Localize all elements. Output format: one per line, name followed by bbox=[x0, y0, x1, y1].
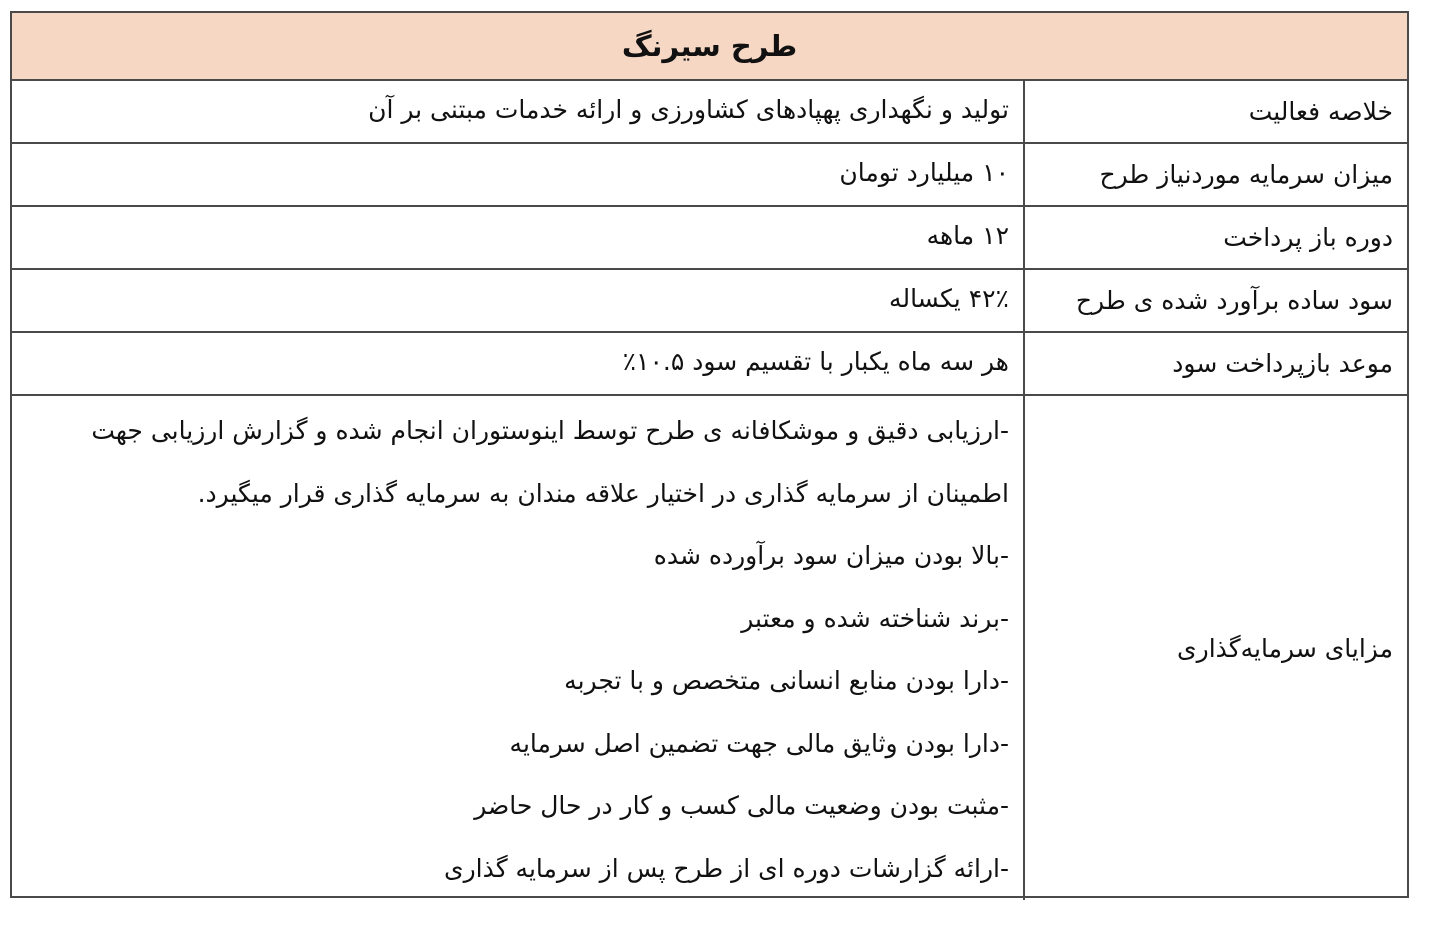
row-value-required-capital: ۱۰ میلیارد تومان bbox=[12, 144, 1023, 207]
row-value-estimated-profit: ۴۲٪ یکساله bbox=[12, 270, 1023, 333]
benefit-line: اطمینان از سرمایه گذاری در اختیار علاقه مندان به سرمایه گذاری قرار میگیرد. bbox=[197, 478, 1009, 508]
table-title: طرح سیرنگ bbox=[12, 13, 1407, 81]
row-label-activity-summary: خلاصه فعالیت bbox=[1023, 81, 1407, 144]
benefit-line: -دارا بودن منابع انسانی متخصص و با تجربه bbox=[564, 666, 1009, 695]
row-label-payback-period: دوره باز پرداخت bbox=[1023, 207, 1407, 270]
row-label-profit-payment-schedule: موعد بازپرداخت سود bbox=[1023, 333, 1407, 396]
benefit-line: -ارائه گزارشات دوره ای از طرح پس از سرمایه گذاری bbox=[444, 853, 1009, 883]
row-label-estimated-profit: سود ساده برآورد شده ی طرح bbox=[1023, 270, 1407, 333]
row-value-activity-summary: تولید و نگهداری پهپادهای کشاورزی و ارائه خدمات مبتنی بر آن bbox=[12, 81, 1023, 144]
benefit-line: -بالا بودن میزان سود برآورده شده bbox=[653, 541, 1009, 570]
plan-table bbox=[10, 11, 1409, 898]
investment-benefits-list bbox=[12, 396, 1023, 900]
benefit-line: -برند شناخته شده و معتبر bbox=[741, 603, 1009, 633]
row-value-profit-payment-schedule: هر سه ماه یکبار با تقسیم سود ۱۰.۵٪ bbox=[12, 333, 1023, 396]
row-label-investment-benefits: مزایای سرمایه‌گذاری bbox=[1023, 396, 1407, 900]
benefit-line: -ارزیابی دقیق و موشکافانه ی طرح توسط اینوستوران انجام شده و گزارش ارزیابی جهت bbox=[91, 416, 1009, 445]
benefit-line: -مثبت بودن وضعیت مالی کسب و کار در حال حاضر bbox=[474, 791, 1009, 820]
row-label-required-capital: میزان سرمایه موردنیاز طرح bbox=[1023, 144, 1407, 207]
benefit-line: -دارا بودن وثایق مالی جهت تضمین اصل سرمایه bbox=[509, 728, 1009, 758]
row-value-payback-period: ۱۲ ماهه bbox=[12, 207, 1023, 270]
